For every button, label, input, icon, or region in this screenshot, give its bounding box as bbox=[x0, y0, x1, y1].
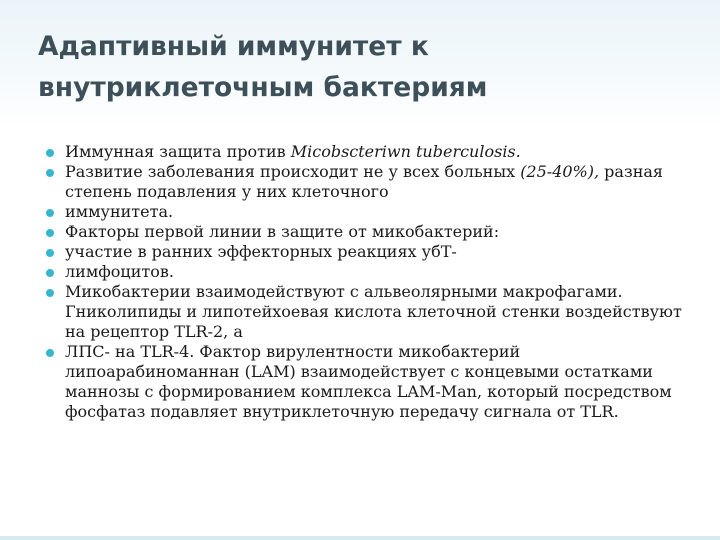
bullet-item bbox=[45, 162, 695, 202]
bullet-item bbox=[45, 202, 695, 222]
bullet-item bbox=[45, 242, 695, 262]
bullet-text: иммунитета. bbox=[65, 202, 174, 221]
bullet-dot-icon bbox=[46, 169, 54, 177]
bullet-text: участие в ранних эффекторных реакциях убТ- bbox=[65, 242, 457, 261]
bullet-item bbox=[45, 342, 695, 422]
bullet-text: Факторы первой линии в защите от микобактерий: bbox=[65, 222, 500, 241]
bullet-dot-icon bbox=[46, 209, 54, 217]
bullet-dot-icon bbox=[46, 349, 54, 357]
bullet-item bbox=[45, 282, 695, 342]
bottom-divider bbox=[0, 536, 720, 540]
bullet-dot-icon bbox=[46, 249, 54, 257]
bullet-list bbox=[45, 142, 695, 422]
bullet-text: Микобактерии взаимодействуют с альвеолярными макрофагами. Гниколипиды и липотейхоевая кислота клеточной стенки воздействуют на рецептор TLR-2, а bbox=[65, 282, 682, 341]
bullet-dot-icon bbox=[46, 289, 54, 297]
bullet-dot-icon bbox=[46, 229, 54, 237]
bullet-emphasis: Micobscteriwn tuberculosis. bbox=[290, 142, 521, 161]
bullet-emphasis: (25-40%), bbox=[520, 162, 600, 181]
bullet-dot-icon bbox=[46, 149, 54, 157]
bullet-text: ЛПС- на TLR-4. Фактор вирулентности микобактерий липоарабиноманнан (LAM) взаимодействует с концевыми остатками маннозы с формированием комплекса LAM-Man, который посредством фосфатаз подавляет внутриклеточную передачу сигнала от TLR. bbox=[65, 342, 672, 421]
bullet-text-tail: разная степень подавления у них клеточного bbox=[65, 162, 663, 201]
slide-title: Адаптивный иммунитет к внутриклеточным бактериям bbox=[38, 31, 488, 103]
bullet-text: Развитие заболевания происходит не у всех больных bbox=[65, 162, 521, 181]
bullet-dot-icon bbox=[46, 269, 54, 277]
bullet-text: лимфоцитов. bbox=[65, 262, 174, 281]
bullet-item bbox=[45, 222, 695, 242]
bullet-text: Иммунная защита против bbox=[65, 142, 291, 161]
bullet-item bbox=[45, 142, 695, 162]
bullet-item bbox=[45, 262, 695, 282]
